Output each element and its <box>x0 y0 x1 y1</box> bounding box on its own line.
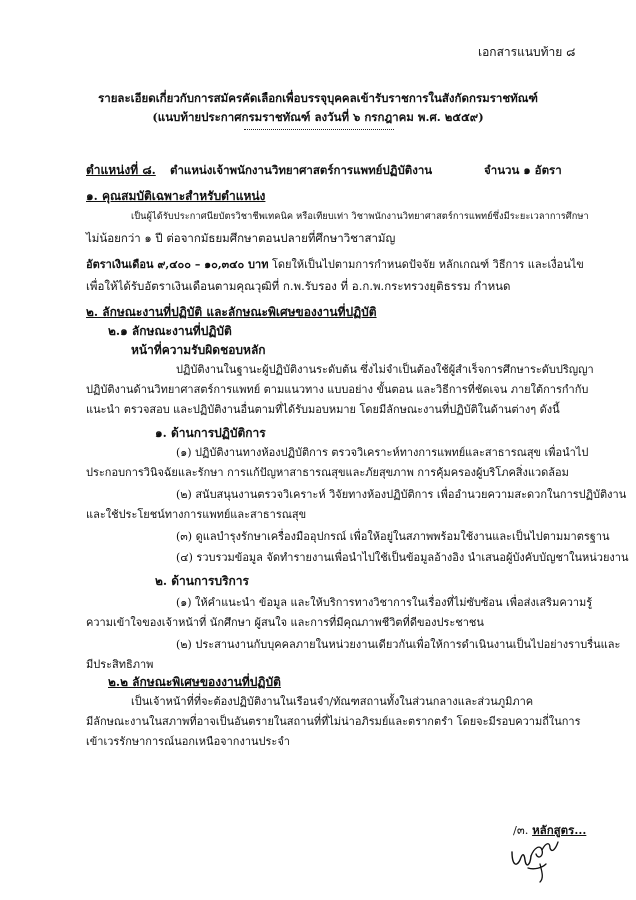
ops-item-1-line-1: (๑) ปฏิบัติงานทางห้องปฏิบัติการ ตรวจวิเคราะห์ทางการแพทย์และสาธารณสุข เพื่อนำไป <box>176 446 589 459</box>
salary-line-2: เพื่อให้ได้รับอัตราเงินเดือนตามคุณวุฒิที่ ก.พ.รับรอง ที่ อ.ก.พ.กระทรวงยุติธรรม กำหนด <box>86 279 511 293</box>
next-page-marker <box>513 822 586 838</box>
section1-heading <box>86 188 265 204</box>
ops-item-2-line-1: (๒) สนับสนุนงานตรวจวิเคราะห์ วิจัยทางห้องปฏิบัติการ เพื่ออำนวยความสะดวกในการปฏิบัติงาน <box>176 488 627 501</box>
ops-item-3: (๓) ดูแลบำรุงรักษาเครื่องมืออุปกรณ์ เพื่อให้อยู่ในสภาพพร้อมใช้งานและเป็นไปตามมาตรฐาน <box>176 530 610 543</box>
operations-heading: ๑. ด้านการปฏิบัติการ <box>155 426 266 440</box>
duty-line-1: ปฏิบัติงานในฐานะผู้ปฏิบัติงานระดับต้น ซึ่งไม่จำเป็นต้องใช้ผู้สำเร็จการศึกษาระดับปริญญา <box>176 363 594 376</box>
svc-item-2-line-2: มีประสิทธิภาพ <box>86 658 154 671</box>
subsection-2-2: ๒.๒ ลักษณะพิเศษของงานที่ปฏิบัติ <box>108 675 281 689</box>
section1-heading-text: ๑. คุณสมบัติเฉพาะสำหรับตำแหน่ง <box>86 189 266 203</box>
subsection-2-1: ๒.๑ ลักษณะงานที่ปฏิบัติ <box>108 324 232 338</box>
dotted-separator <box>244 129 394 130</box>
next-page-prefix: /๓. <box>513 823 529 837</box>
duty-line-3: แนะนำ ตรวจสอบ และปฏิบัติงานอื่นตามที่ได้รับมอบหมาย โดยมีลักษณะงานที่ปฏิบัติในด้านต่างๆ ดังนี้ <box>86 403 560 416</box>
special-line-2: มีลักษณะงานในสภาพที่อาจเป็นอันตรายในสถานที่ที่ไม่น่าอภิรมย์และตรากตรำ โดยจะมีรอบความถี่ในการ <box>86 715 581 728</box>
duty-heading: หน้าที่ความรับผิดชอบหลัก <box>131 343 266 357</box>
svc-item-2-line-1: (๒) ประสานงานกับบุคคลภายในหน่วยงานเดียวกันเพื่อให้การดำเนินงานเป็นไปอย่างราบรื่นและ <box>176 638 621 651</box>
special-line-1: เป็นเจ้าหน้าที่ที่จะต้องปฏิบัติงานในเรือนจำ/ทัณฑสถานทั้งในส่วนกลางและส่วนภูมิภาค <box>131 695 534 708</box>
document-subtitle: (แนบท้ายประกาศกรมราชทัณฑ์ ลงวันที่ ๖ กรกฎาคม พ.ศ. ๒๕๕๙) <box>152 110 484 124</box>
section2-heading: ๒. ลักษณะงานที่ปฏิบัติ และลักษณะพิเศษของงานที่ปฏิบัติ <box>86 305 377 319</box>
position-label: ตำแหน่งที่ ๘. <box>86 163 156 177</box>
salary-line-1 <box>86 257 584 273</box>
annex-label: เอกสารแนบท้าย ๘ <box>478 45 576 59</box>
salary-conditions: โดยให้เป็นไปตามการกำหนดปัจจัย หลักเกณฑ์ วิธีการ และเงื่อนไข <box>271 258 584 271</box>
ops-item-1-line-2: ประกอบการวินิจฉัยและรักษา การแก้ปัญหาสาธารณสุขและภัยสุขภาพ การคุ้มครองผู้บริโภคสิ่งแวดล้อม <box>86 466 569 479</box>
position-count: จำนวน ๑ อัตรา <box>484 163 562 177</box>
svc-item-1-line-2: ความเข้าใจของเจ้าหน้าที่ นักศึกษา ผู้สนใจ และการที่มีคุณภาพชีวิตที่ดีของประชาชน <box>86 616 484 629</box>
position-name: ตำแหน่งเจ้าพนักงานวิทยาศาสตร์การแพทย์ปฏิบัติงาน <box>170 163 433 177</box>
ops-item-4: (๔) รวบรวมข้อมูล จัดทำรายงานเพื่อนำไปใช้เป็นข้อมูลอ้างอิง นำเสนอผู้บังคับบัญชาในหน่วยงาน <box>176 551 629 564</box>
service-heading: ๒. ด้านการบริการ <box>155 574 249 588</box>
qualification-line-1: เป็นผู้ได้รับประกาศนียบัตรวิชาชีพเทคนิค หรือเทียบเท่า วิชาพนักงานวิทยาศาสตร์การแพทย์ซึ่งมีระยะเวลาการศึกษา <box>131 211 589 222</box>
duty-line-2: ปฏิบัติงานด้านวิทยาศาสตร์การแพทย์ ตามแนวทาง แบบอย่าง ขั้นตอน และวิธีการที่ชัดเจน ภายใต้การกำกับ <box>86 383 589 396</box>
special-line-3: เข้าเวรรักษาการณ์นอกเหนือจากงานประจำ <box>86 735 290 748</box>
svc-item-1-line-1: (๑) ให้คำแนะนำ ข้อมูล และให้บริการทางวิชาการในเรื่องที่ไม่ซับซ้อน เพื่อส่งเสริมความรู้ <box>176 596 593 609</box>
next-page-label: หลักสูตร... <box>532 823 587 837</box>
document-title: รายละเอียดเกี่ยวกับการสมัครคัดเลือกเพื่อบรรจุบุคคลเข้ารับราชการในสังกัดกรมราชทัณฑ์ <box>98 91 538 105</box>
handwritten-signature-icon <box>506 838 570 886</box>
qualification-line-2: ไม่น้อยกว่า ๑ ปี ต่อจากมัธยมศึกษาตอนปลายที่ศึกษาวิชาสามัญ <box>86 231 396 245</box>
ops-item-2-line-2: และใช้ประโยชน์ทางการแพทย์และสาธารณสุข <box>86 508 307 521</box>
salary-label: อัตราเงินเดือน ๙,๔๐๐ – ๑๐,๓๔๐ บาท <box>86 258 269 271</box>
